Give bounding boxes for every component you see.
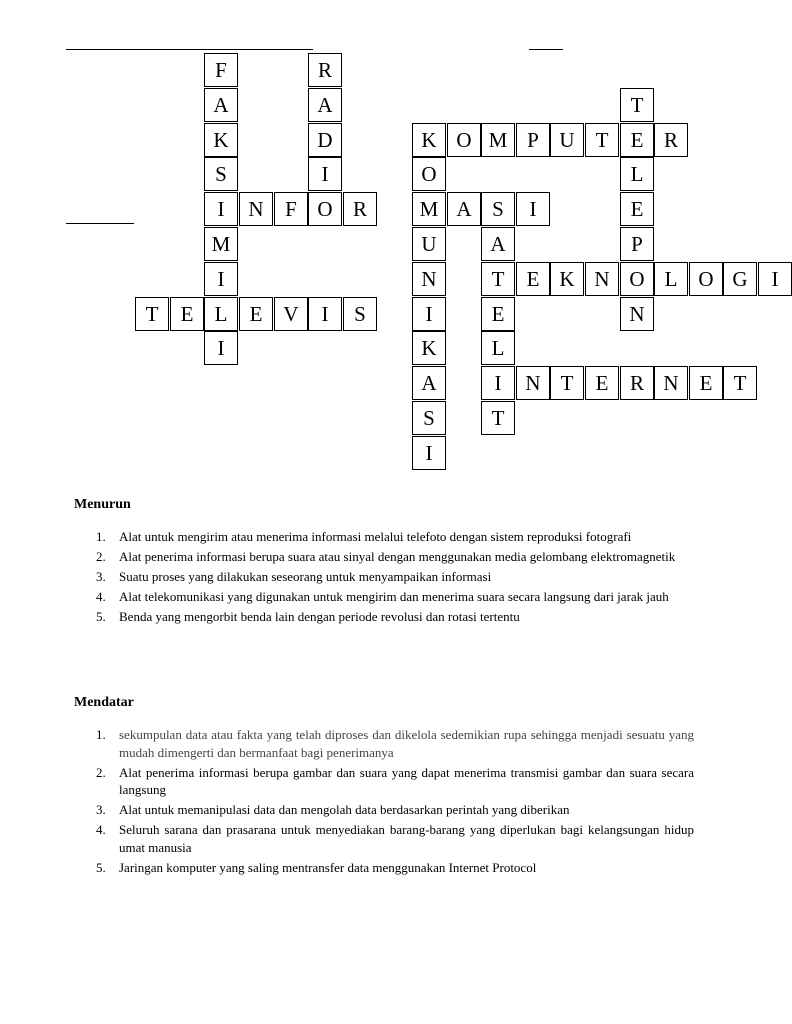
crossword-cell: R	[620, 366, 654, 400]
crossword-cell: E	[481, 297, 515, 331]
crossword-cell: T	[135, 297, 169, 331]
crossword-cell: E	[585, 366, 619, 400]
crossword-cell: I	[412, 297, 446, 331]
clue-text: Jaringan komputer yang saling mentransfer data menggunakan Internet Protocol	[119, 859, 537, 875]
clue-text: Alat penerima informasi berupa suara atau sinyal dengan menggunakan media gelombang elektromagnetik	[119, 549, 676, 564]
clue-number: 1.	[96, 727, 106, 742]
crossword-cell: N	[516, 366, 550, 400]
crossword-cell: E	[239, 297, 273, 331]
crossword-cell: M	[412, 192, 446, 226]
clue-text: Suatu proses yang dilakukan seseorang untuk menyampaikan informasi	[119, 569, 492, 584]
crossword-cell: I	[204, 262, 238, 296]
crossword-cell: S	[343, 297, 377, 331]
crossword-cell: L	[204, 297, 238, 331]
crossword-cell: K	[204, 123, 238, 157]
across-clue	[74, 859, 694, 877]
clue-number: 2.	[96, 549, 106, 564]
down-clue	[74, 588, 694, 606]
crossword-cell: I	[204, 192, 238, 226]
clue-number: 3.	[96, 569, 106, 584]
clue-number: 3.	[96, 802, 106, 817]
clue-text: Seluruh sarana dan prasarana untuk menyediakan barang-barang yang diperlukan bagi kelangsungan hidup umat manusia	[119, 822, 694, 855]
clue-text: Alat telekomunikasi yang digunakan untuk mengirim dan menerima suara secara langsung dari jarak jauh	[119, 589, 669, 604]
crossword-cell: E	[516, 262, 550, 296]
clue-number: 1.	[96, 529, 106, 544]
crossword-cell: T	[481, 401, 515, 435]
clue-number: 4.	[96, 589, 106, 604]
crossword-cell: A	[204, 88, 238, 122]
crossword-cell: A	[412, 366, 446, 400]
crossword-cell: T	[550, 366, 584, 400]
down-clues-title: Menurun	[74, 497, 131, 512]
down-clue	[74, 548, 694, 566]
clue-text: Alat untuk memanipulasi data dan mengolah data berdasarkan perintah yang diberikan	[119, 802, 570, 817]
crossword-cell: K	[412, 123, 446, 157]
crossword-cell: K	[412, 331, 446, 365]
clue-number: 5.	[96, 859, 106, 875]
down-clue	[74, 528, 694, 546]
clue-text: Alat untuk mengirim atau menerima informasi melalui telefoto dengan sistem reproduksi fotografi	[119, 529, 632, 544]
across-clue	[74, 764, 694, 799]
clue-number: 5.	[96, 609, 106, 624]
crossword-cell: N	[620, 297, 654, 331]
crossword-cell: E	[689, 366, 723, 400]
crossword-cell: O	[447, 123, 481, 157]
crossword-cell: T	[481, 262, 515, 296]
top-rule-left	[66, 49, 313, 50]
crossword-cell: R	[308, 53, 342, 87]
clue-text: Benda yang mengorbit benda lain dengan periode revolusi dan rotasi tertentu	[119, 609, 520, 624]
crossword-cell: F	[274, 192, 308, 226]
crossword-cell: S	[481, 192, 515, 226]
down-clue	[74, 568, 694, 586]
crossword-cell: E	[620, 123, 654, 157]
crossword-cell: N	[585, 262, 619, 296]
crossword-cell: F	[204, 53, 238, 87]
across-clue	[74, 801, 694, 819]
crossword-cell: O	[620, 262, 654, 296]
crossword-cell: P	[620, 227, 654, 261]
clue-number: 2.	[96, 764, 106, 780]
crossword-cell: G	[723, 262, 757, 296]
row-rule-left	[66, 223, 134, 224]
top-rule-right	[529, 49, 563, 50]
crossword-cell: T	[585, 123, 619, 157]
crossword-cell: D	[308, 123, 342, 157]
crossword-cell: A	[447, 192, 481, 226]
crossword-cell: U	[550, 123, 584, 157]
crossword-cell: A	[308, 88, 342, 122]
across-clue	[74, 821, 694, 856]
crossword-cell: N	[239, 192, 273, 226]
crossword-cell: O	[412, 157, 446, 191]
crossword-cell: I	[204, 331, 238, 365]
crossword-cell: I	[758, 262, 792, 296]
crossword-cell: O	[308, 192, 342, 226]
crossword-cell: R	[343, 192, 377, 226]
crossword-cell: U	[412, 227, 446, 261]
across-clues-title: Mendatar	[74, 695, 134, 710]
crossword-cell: E	[620, 192, 654, 226]
crossword-cell: T	[620, 88, 654, 122]
crossword-cell: L	[620, 157, 654, 191]
crossword-cell: L	[481, 331, 515, 365]
clue-text: sekumpulan data atau fakta yang telah diproses dan dikelola sedemikian rupa sehingga menjadi sesuatu yang mudah dimengerti dan bermanfaat bagi penerimanya	[119, 727, 694, 760]
crossword-cell: T	[723, 366, 757, 400]
down-clue	[74, 608, 694, 626]
crossword-cell: M	[204, 227, 238, 261]
clue-text: Alat penerima informasi berupa gambar dan suara yang dapat menerima transmisi gambar dan suara secara langsung	[119, 764, 694, 797]
crossword-cell: I	[481, 366, 515, 400]
crossword-cell: N	[412, 262, 446, 296]
crossword-cell: A	[481, 227, 515, 261]
crossword-cell: E	[170, 297, 204, 331]
across-clues-list	[74, 726, 694, 879]
crossword-cell: I	[308, 297, 342, 331]
crossword-cell: R	[654, 123, 688, 157]
across-clue	[74, 726, 694, 761]
crossword-cell: S	[204, 157, 238, 191]
crossword-cell: L	[654, 262, 688, 296]
crossword-cell: S	[412, 401, 446, 435]
crossword-cell: M	[481, 123, 515, 157]
crossword-cell: N	[654, 366, 688, 400]
crossword-cell: K	[550, 262, 584, 296]
crossword-cell: I	[412, 436, 446, 470]
crossword-cell: V	[274, 297, 308, 331]
clue-number: 4.	[96, 822, 106, 837]
crossword-cell: I	[308, 157, 342, 191]
crossword-grid	[0, 0, 779, 470]
crossword-cell: P	[516, 123, 550, 157]
crossword-cell: O	[689, 262, 723, 296]
down-clues-list	[74, 528, 694, 628]
crossword-cell: I	[516, 192, 550, 226]
